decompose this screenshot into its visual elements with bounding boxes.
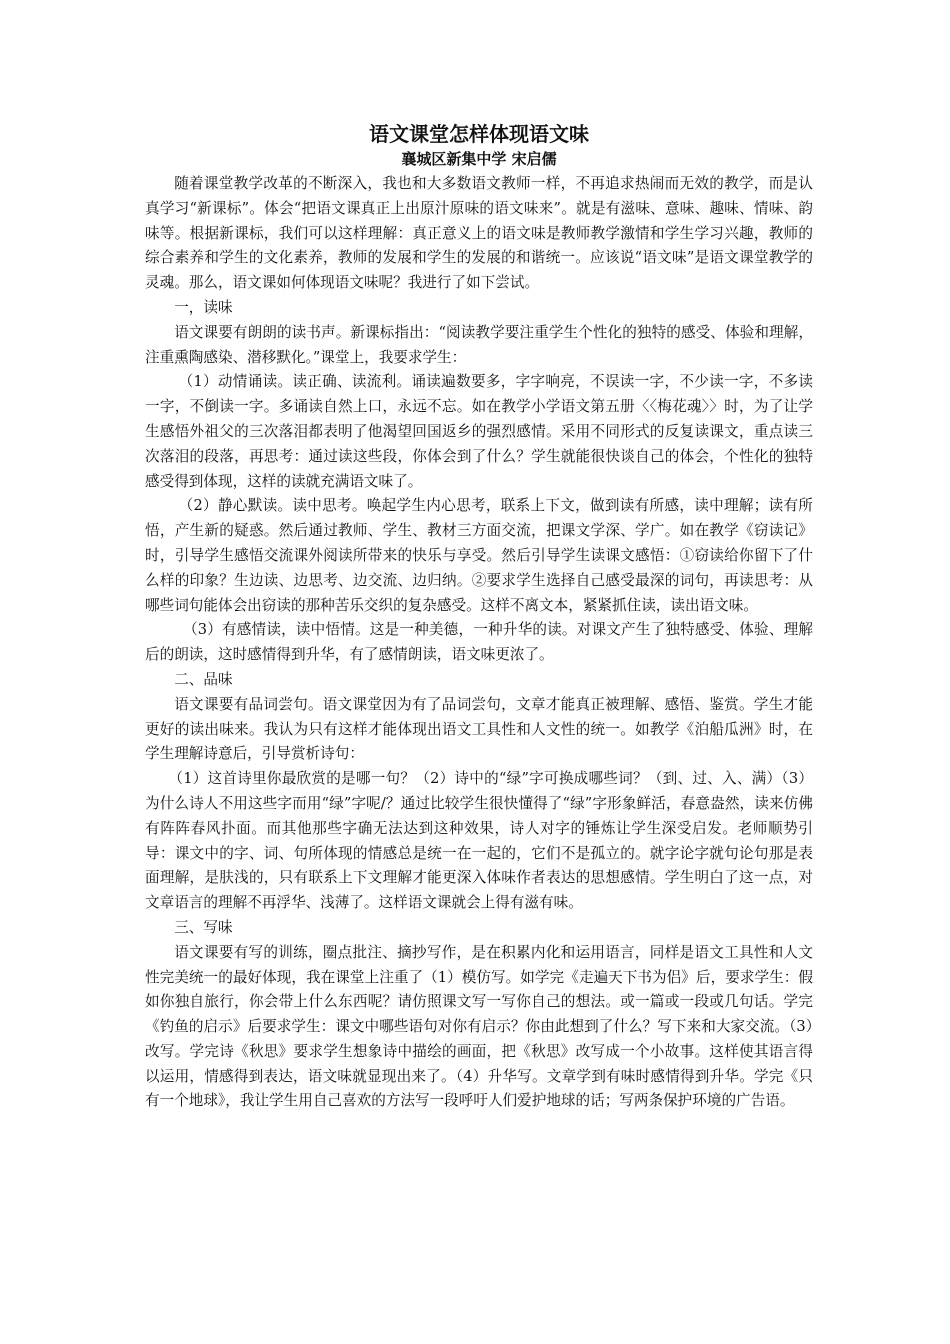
section-heading-reading: 一，读味 [174,298,233,316]
section-heading-writing: 三、写味 [174,918,233,936]
article-title: 语文课堂怎样体现语文味 [369,122,589,146]
document-page [145,120,813,1114]
paragraph-tasting: 语文课要有品词尝句。语文课堂因为有了品词尝句，文章才能真正被理解、感悟、鉴赏。学生才能更好的读出味来。我认为只有这样才能体现出语文工具性和人文性的统一。如教学《泊船瓜洲》时，在学生理解诗意后，引导赏析诗句： [145,695,813,763]
article-author: 襄城区新集中学 宋启儒 [401,150,557,168]
paragraph-reading-2: （2）静心默读。读中思考。唤起学生内心思考，联系上下文，做到读有所感，读中理解；读有所悟，产生新的疑惑。然后通过教师、学生、教材三方面交流，把课文学深、学广。如在教学《窃读记》时，引导学生感悟交流课外阅读所带来的快乐与享受。然后引导学生读课文感悟：①窃读给你留下了什么样的印象？生边读、边思考、边交流、边归纳。②要求学生选择自己感受最深的词句，再读思考：从哪些词句能体会出窃读的那种苦乐交织的复杂感受。这样不离文本，紧紧抓住读，读出语文味。 [145,497,813,614]
paragraph-reading: 语文课要有朗朗的读书声。新课标指出：“阅读教学要注重学生个性化的独特的感受、体验和理解，注重熏陶感染、潜移默化。”课堂上，我要求学生： [145,323,813,366]
paragraph-writing: 语文课要有写的训练，圈点批注、摘抄写作，是在积累内化和运用语言，同样是语文工具性和人文性完美统一的最好体现，我在课堂上注重了（1）模仿写。如学完《走遍天下书为侣》后，要求学生：假如你独自旅行，你会带上什么东西呢？请仿照课文写一写你自己的想法。或一篇或一段或几句话。学完《钓鱼的启示》后要求学生：课文中哪些语句对你有启示？你由此想到了什么？写下来和大家交流。（3）改写。学完诗《秋思》要求学生想象诗中描绘的画面，把《秋思》改写成一个小故事。这样使其语言得以运用，情感得到表达，语文味就显现出来了。（4）升华写。文章学到有味时感情得到升华。学完《只有一个地球》，我让学生用自己喜欢的方法写一段呼吁人们爱护地球的话；写两条保护环境的广告语。 [145,943,813,1110]
paragraph-intro: 随着课堂教学改革的不断深入，我也和大多数语文教师一样，不再追求热闹而无效的教学，而是认真学习“新课标”。体会“把语文课真正上出原汁原味的语文味来”。就是有滋味、意味、趣味、情味、韵味等。根据新课标，我们可以这样理解：真正意义上的语文味是教师教学激情和学生学习兴趣，教师的综合素养和学生的文化素养，教师的发展和学生的发展的和谐统一。应该说“语文味”是语文课堂教学的灵魂。那么，语文课如何体现语文味呢？我进行了如下尝试。 [145,175,813,292]
section-heading-tasting: 二、品味 [174,670,233,688]
paragraph-tasting-questions: （1）这首诗里你最欣赏的是哪一句？（2）诗中的“绿”字可换成哪些词？（到、过、入、满）（3）为什么诗人不用这些字而用“绿”字呢/？通过比较学生很快懂得了“绿”字形象鲜活，春意盎然，读来仿佛有阵阵春风扑面。而其他那些字确无法达到这种效果，诗人对字的锤炼让学生深受启发。老师顺势引导：课文中的字、词、句所体现的情感总是统一在一起的，它们不是孤立的。就字论字就句论句那是表面理解，是肤浅的，只有联系上下文理解才能更深入体味作者表达的思想感情。学生明白了这一点，对文章语言的理解不再浮华、浅薄了。这样语文课就会上得有滋有味。 [145,770,813,912]
paragraph-reading-1: （1）动情诵读。读正确、读流利。诵读遍数要多，字字响亮，不误读一字，不少读一字，不多读一字，不倒读一字。多诵读自然上口，永远不忘。如在教学小学语文第五册〈〈梅花魂〉〉时，为了让学生感悟外祖父的三次落泪都表明了他渴望回国返乡的强烈感情。采用不同形式的反复读课文，重点读三次落泪的段落，再思考：通过读这些段，你体会到了什么？学生就能很快谈自己的体会，个性化的独特感受得到体现，这样的读就充满语文味了。 [145,373,813,490]
paragraph-reading-3: （3）有感情读，读中悟情。这是一种美德，一种升华的读。对课文产生了独特感受、体验、理解后的朗读，这时感情得到升华，有了感情朗读，语文味更浓了。 [145,621,813,664]
